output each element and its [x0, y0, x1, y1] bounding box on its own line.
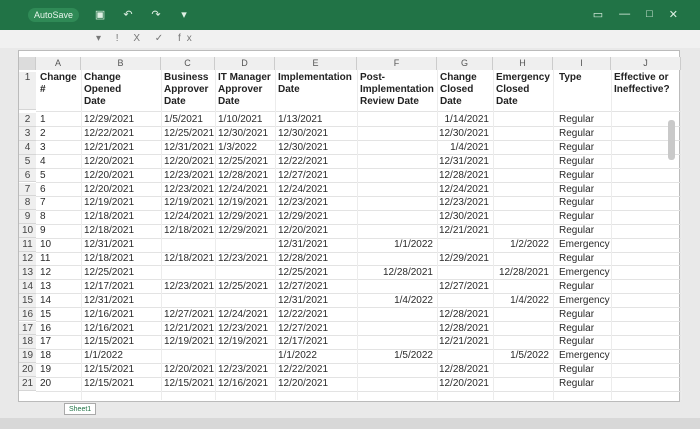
row-number[interactable]: 9	[19, 210, 36, 224]
cell-f[interactable]: 1/1/2022	[394, 239, 433, 251]
header-a: Change	[40, 72, 77, 83]
cell-i[interactable]: Emergency	[559, 266, 610, 278]
cell-c[interactable]: 12/23/2021	[164, 183, 215, 195]
cell-i[interactable]: Emergency	[559, 294, 610, 306]
cell-a[interactable]: 17	[40, 336, 52, 348]
column-gridline	[357, 70, 358, 400]
cell-c[interactable]: 12/20/2021	[164, 155, 215, 167]
row-number[interactable]: 5	[19, 155, 36, 169]
cell-e[interactable]: 12/20/2021	[278, 378, 329, 390]
cell-i[interactable]: Regular	[559, 169, 595, 181]
cell-a[interactable]: 18	[40, 350, 52, 362]
cell-a[interactable]: 19	[40, 364, 52, 376]
column-header-g[interactable]: G	[437, 57, 493, 70]
cell-c[interactable]: 12/31/2021	[164, 141, 215, 153]
cell-e[interactable]: 12/22/2021	[278, 155, 329, 167]
cell-i[interactable]: Regular	[559, 155, 595, 167]
row-number[interactable]: 15	[19, 294, 36, 308]
cell-i[interactable]: Regular	[559, 183, 595, 195]
cell-a[interactable]: 9	[40, 225, 46, 237]
cell-b[interactable]: 12/31/2021	[84, 239, 135, 251]
column-header-d[interactable]: D	[215, 57, 275, 70]
cell-c[interactable]: 12/23/2021	[164, 169, 215, 181]
title-bar	[0, 0, 700, 30]
cell-d[interactable]: 12/23/2021	[218, 322, 269, 334]
cell-i[interactable]: Regular	[559, 211, 595, 223]
cell-d[interactable]: 12/28/2021	[218, 169, 269, 181]
column-header-e[interactable]: E	[275, 57, 357, 70]
cell-e[interactable]: 12/30/2021	[278, 127, 329, 139]
cell-b[interactable]: 12/18/2021	[84, 225, 135, 237]
header-g: Date	[440, 96, 462, 107]
cell-c[interactable]: 12/24/2021	[164, 211, 215, 223]
cell-i[interactable]: Emergency	[559, 239, 610, 251]
header-d: Approver	[218, 84, 263, 95]
cell-i[interactable]: Regular	[559, 253, 595, 264]
cell-g[interactable]: 12/27/2021	[438, 280, 489, 292]
cell-c[interactable]: 12/19/2021	[164, 197, 215, 209]
cell-e[interactable]: 12/31/2021	[278, 239, 329, 251]
column-gridline	[553, 70, 554, 400]
cell-h[interactable]: 1/5/2022	[510, 350, 549, 362]
cell-b[interactable]: 12/19/2021	[84, 197, 135, 209]
cell-h[interactable]: 1/2/2022	[510, 239, 549, 251]
cell-d[interactable]: 12/24/2021	[218, 308, 269, 320]
row-number[interactable]: 7	[19, 183, 36, 197]
cell-e[interactable]: 12/27/2021	[278, 169, 329, 181]
cell-f[interactable]: 1/5/2022	[394, 350, 433, 362]
cell-c[interactable]: 12/19/2021	[164, 336, 215, 348]
close-icon[interactable]: ✕	[668, 9, 678, 21]
row-number[interactable]: 20	[19, 363, 36, 377]
column-header-f[interactable]: F	[357, 57, 437, 70]
cell-g[interactable]: 12/29/2021	[438, 253, 489, 264]
column-header-b[interactable]: B	[81, 57, 161, 70]
header-j: Effective or	[614, 72, 669, 83]
cell-a[interactable]: 3	[40, 141, 46, 153]
column-gridline	[611, 70, 612, 400]
cell-g[interactable]: 12/23/2021	[438, 197, 489, 209]
cell-a[interactable]: 1	[40, 114, 46, 125]
cell-b[interactable]: 12/31/2021	[84, 294, 135, 306]
cell-g[interactable]: 12/28/2021	[438, 364, 489, 376]
row-gridline	[36, 391, 681, 392]
column-gridline	[215, 70, 216, 400]
cell-d[interactable]: 12/19/2021	[218, 336, 269, 348]
cell-i[interactable]: Regular	[559, 322, 595, 334]
cell-f[interactable]: 1/4/2022	[394, 294, 433, 306]
header-c: Approver	[164, 84, 209, 95]
row-number[interactable]: 2	[19, 113, 36, 127]
cell-g[interactable]: 12/28/2021	[438, 169, 489, 181]
cell-c[interactable]: 12/21/2021	[164, 322, 215, 334]
cell-d[interactable]: 12/23/2021	[218, 364, 269, 376]
cell-g[interactable]: 12/21/2021	[438, 225, 489, 237]
cell-a[interactable]: 11	[40, 253, 51, 264]
row-number[interactable]: 21	[19, 377, 36, 391]
column-header-i[interactable]: I	[553, 57, 611, 70]
column-gridline	[161, 70, 162, 400]
header-c: Business	[164, 72, 209, 83]
cell-g[interactable]: 12/21/2021	[438, 336, 489, 348]
column-gridline	[81, 70, 82, 400]
cell-i[interactable]: Regular	[559, 378, 595, 390]
cell-f[interactable]: 12/28/2021	[382, 266, 433, 278]
cell-a[interactable]: 5	[40, 169, 46, 181]
header-h: Closed	[496, 84, 530, 95]
sheet-tab[interactable]: Sheet1	[64, 403, 96, 415]
cell-e[interactable]: 12/25/2021	[278, 266, 329, 278]
row-number[interactable]: 18	[19, 335, 36, 349]
row-number[interactable]: 10	[19, 224, 36, 238]
cell-e[interactable]: 12/27/2021	[278, 322, 329, 334]
cell-b[interactable]: 12/15/2021	[84, 336, 135, 348]
cell-b[interactable]: 12/18/2021	[84, 211, 135, 223]
cell-d[interactable]: 12/25/2021	[218, 280, 269, 292]
cell-b[interactable]: 12/20/2021	[84, 155, 135, 167]
status-bar	[0, 418, 700, 429]
cell-e[interactable]: 12/22/2021	[278, 364, 329, 376]
cell-a[interactable]: 6	[40, 183, 46, 195]
cell-d[interactable]: 12/29/2021	[218, 225, 269, 237]
cell-h[interactable]: 12/28/2021	[498, 266, 549, 278]
column-header-j[interactable]: J	[611, 57, 681, 70]
cell-b[interactable]: 12/17/2021	[84, 280, 135, 292]
header-f: Implementation	[360, 84, 434, 95]
row-number[interactable]: 4	[19, 141, 36, 155]
header-i: Type	[559, 72, 582, 83]
header-h: Date	[496, 96, 518, 107]
cell-b[interactable]: 12/15/2021	[84, 378, 135, 390]
header-h: Emergency	[496, 72, 550, 83]
more-icon[interactable]: ▾	[181, 9, 187, 21]
cell-i[interactable]: Regular	[559, 308, 595, 320]
cell-i[interactable]: Emergency	[559, 350, 610, 362]
cell-i[interactable]: Regular	[559, 127, 595, 139]
header-g: Change	[440, 72, 477, 83]
header-g: Closed	[440, 84, 474, 95]
column-gridline	[681, 70, 682, 400]
cell-i[interactable]: Regular	[559, 364, 595, 376]
cell-h[interactable]: 1/4/2022	[510, 294, 549, 306]
cell-e[interactable]: 1/13/2021	[278, 114, 323, 125]
cell-e[interactable]: 12/17/2021	[278, 336, 329, 348]
cell-c[interactable]: 12/25/2021	[164, 127, 215, 139]
cell-b[interactable]: 12/20/2021	[84, 169, 135, 181]
cell-e[interactable]: 12/22/2021	[278, 308, 329, 320]
autosave-toggle[interactable]: AutoSave	[28, 8, 79, 22]
cell-c[interactable]: 12/23/2021	[164, 280, 215, 292]
minimize-icon[interactable]: —	[619, 8, 631, 20]
column-header-c[interactable]: C	[161, 57, 215, 70]
row-number[interactable]: 6	[19, 169, 36, 183]
cell-b[interactable]: 12/29/2021	[84, 114, 135, 125]
cell-g[interactable]: 1/14/2021	[444, 114, 489, 125]
header-b: Date	[84, 96, 106, 107]
cell-a[interactable]: 15	[40, 308, 52, 320]
cell-e[interactable]: 12/30/2021	[278, 141, 329, 153]
select-all-corner[interactable]	[19, 57, 36, 70]
header-c: Date	[164, 96, 186, 107]
quick-access-toolbar	[28, 8, 191, 22]
cell-g[interactable]: 12/28/2021	[438, 322, 489, 334]
column-gridline	[275, 70, 276, 400]
header-divider	[36, 111, 681, 112]
cell-d[interactable]: 12/25/2021	[218, 155, 269, 167]
cell-d[interactable]: 12/16/2021	[218, 378, 269, 390]
cell-g[interactable]: 1/4/2021	[450, 141, 489, 153]
ribbon-display-icon[interactable]: ▭	[592, 9, 604, 21]
column-headers	[19, 57, 681, 70]
cell-b[interactable]: 12/25/2021	[84, 266, 135, 278]
formula-bar	[0, 30, 700, 48]
header-d: IT Manager	[218, 72, 271, 83]
cell-d[interactable]: 1/3/2022	[218, 141, 257, 153]
header-b: Change	[84, 72, 121, 83]
window-controls	[593, 8, 678, 21]
cell-i[interactable]: Regular	[559, 141, 595, 153]
cell-b[interactable]: 12/16/2021	[84, 322, 135, 334]
cell-a[interactable]: 4	[40, 155, 46, 167]
undo-icon[interactable]: ↶	[123, 9, 133, 21]
cell-a[interactable]: 16	[40, 322, 52, 334]
column-gridline	[493, 70, 494, 400]
header-b: Opened	[84, 84, 122, 95]
cell-b[interactable]: 12/21/2021	[84, 141, 135, 153]
redo-icon[interactable]: ↷	[151, 9, 161, 21]
cell-e[interactable]: 12/29/2021	[278, 211, 329, 223]
vertical-scrollbar[interactable]	[668, 120, 675, 160]
cell-a[interactable]: 8	[40, 211, 46, 223]
cell-c[interactable]: 12/15/2021	[164, 378, 215, 390]
cell-e[interactable]: 12/27/2021	[278, 280, 329, 292]
cell-d[interactable]: 12/19/2021	[218, 197, 269, 209]
cell-g[interactable]: 12/24/2021	[438, 183, 489, 195]
cell-e[interactable]: 12/23/2021	[278, 197, 329, 209]
maximize-icon[interactable]: □	[646, 8, 653, 20]
cell-b[interactable]: 12/15/2021	[84, 364, 135, 376]
row-number[interactable]: 12	[19, 252, 36, 266]
cell-a[interactable]: 14	[40, 294, 52, 306]
cell-a[interactable]: 2	[40, 127, 46, 139]
header-a: #	[40, 84, 46, 95]
header-d: Date	[218, 96, 240, 107]
cell-a[interactable]: 7	[40, 197, 46, 209]
cell-e[interactable]: 12/24/2021	[278, 183, 329, 195]
column-header-a[interactable]: A	[36, 57, 81, 70]
cell-b[interactable]: 1/1/2022	[84, 350, 123, 362]
cell-g[interactable]: 12/28/2021	[438, 308, 489, 320]
cell-a[interactable]: 10	[40, 239, 52, 251]
cell-i[interactable]: Regular	[559, 336, 595, 348]
spreadsheet-grid[interactable]	[18, 50, 680, 402]
formula-bar-icons[interactable]: ▾ ! X ✓ fx	[96, 33, 198, 44]
cell-e[interactable]: 12/20/2021	[278, 225, 329, 237]
cell-a[interactable]: 20	[40, 378, 52, 390]
row-number[interactable]: 14	[19, 280, 36, 294]
row-number[interactable]: 1	[19, 72, 36, 110]
header-f: Post-	[360, 72, 385, 83]
cell-a[interactable]: 12	[40, 266, 52, 278]
cell-b[interactable]: 12/18/2021	[84, 253, 135, 264]
cell-d[interactable]: 12/24/2021	[218, 183, 269, 195]
cell-d[interactable]: 12/29/2021	[218, 211, 269, 223]
cell-i[interactable]: Regular	[559, 280, 595, 292]
cell-e[interactable]: 1/1/2022	[278, 350, 317, 362]
cell-c[interactable]: 12/27/2021	[164, 308, 215, 320]
cell-g[interactable]: 12/30/2021	[438, 127, 489, 139]
cell-e[interactable]: 12/28/2021	[278, 253, 329, 264]
row-number[interactable]: 3	[19, 127, 36, 141]
cell-e[interactable]: 12/31/2021	[278, 294, 329, 306]
row-number[interactable]: 19	[19, 349, 36, 363]
cell-i[interactable]: Regular	[559, 197, 595, 209]
cell-g[interactable]: 12/20/2021	[438, 378, 489, 390]
cell-c[interactable]: 12/18/2021	[164, 225, 215, 237]
header-e: Date	[278, 84, 300, 95]
cell-b[interactable]: 12/20/2021	[84, 183, 135, 195]
cell-i[interactable]: Regular	[559, 114, 595, 125]
save-icon[interactable]: ▣	[94, 9, 106, 21]
cell-d[interactable]: 1/10/2021	[218, 114, 263, 125]
cell-d[interactable]: 12/23/2021	[218, 253, 269, 264]
cell-c[interactable]: 12/20/2021	[164, 364, 215, 376]
header-j: Ineffective?	[614, 84, 670, 95]
column-gridline	[437, 70, 438, 400]
header-e: Implementation	[278, 72, 352, 83]
column-header-h[interactable]: H	[493, 57, 553, 70]
cell-b[interactable]: 12/22/2021	[84, 127, 135, 139]
row-number[interactable]: 8	[19, 196, 36, 210]
cell-c[interactable]: 12/18/2021	[164, 253, 215, 264]
row-number[interactable]: 13	[19, 266, 36, 280]
cell-g[interactable]: 12/31/2021	[438, 155, 489, 167]
cell-g[interactable]: 12/30/2021	[438, 211, 489, 223]
cell-d[interactable]: 12/30/2021	[218, 127, 269, 139]
cell-i[interactable]: Regular	[559, 225, 595, 237]
row-number[interactable]: 16	[19, 308, 36, 322]
row-number[interactable]: 11	[19, 238, 36, 252]
row-number[interactable]: 17	[19, 322, 36, 336]
cell-c[interactable]: 1/5/2021	[164, 114, 203, 125]
cell-b[interactable]: 12/16/2021	[84, 308, 135, 320]
cell-a[interactable]: 13	[40, 280, 52, 292]
header-f: Review Date	[360, 96, 419, 107]
